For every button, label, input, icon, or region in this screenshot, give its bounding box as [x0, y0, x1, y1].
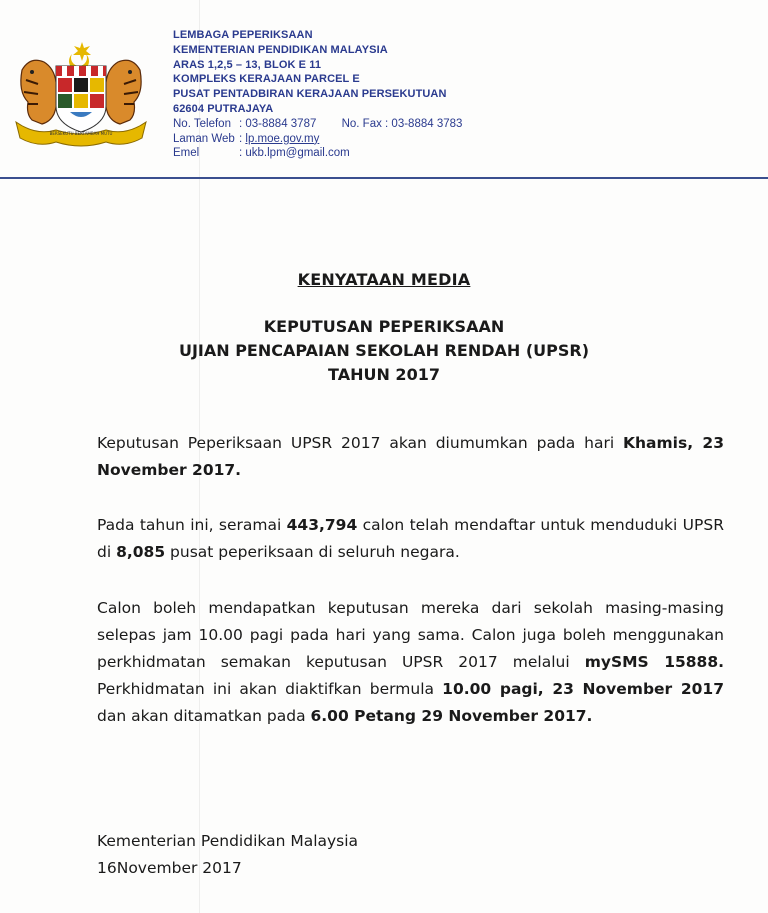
title-line: UJIAN PENCAPAIAN SEKOLAH RENDAH (UPSR) [178, 341, 590, 360]
emphasis-centre-count: 8,085 [116, 543, 166, 561]
emphasis-sms-service: mySMS 15888. [584, 653, 725, 671]
statement-title [0, 315, 768, 387]
emphasis-end-time: 6.00 Petang 29 November 2017. [310, 707, 593, 725]
emphasis-date: Khamis, 23 November 2017. [97, 434, 724, 479]
text: pusat peperiksaan di seluruh negara. [165, 543, 460, 561]
emphasis-candidate-count: 443,794 [286, 516, 358, 534]
letterhead-line: PUSAT PENTADBIRAN KERAJAAN PERSEKUTUAN [173, 88, 447, 101]
text: Pada tahun ini, seramai [97, 516, 287, 534]
phone-value: : 03-8884 3787 [239, 117, 317, 130]
paragraph-results-access [97, 595, 724, 730]
paragraph-candidates [97, 512, 724, 566]
text: Calon boleh mendapatkan keputusan mereka dari sekolah masing-masing selepas jam 10.00 pagi pada hari yang sama. Calon juga boleh menggunakan perkhidmatan semakan keputusan UPSR 2017 melalui [97, 599, 724, 671]
letterhead [173, 28, 462, 161]
contact-phone-fax [173, 117, 462, 132]
paragraph-announcement [97, 430, 724, 484]
contact-email: Emel : ukb.lpm@gmail.com [173, 147, 350, 160]
malaysia-coat-of-arms-icon [12, 40, 150, 148]
signoff-date: 16November 2017 [97, 859, 242, 877]
text: Perkhidmatan ini akan diaktifkan bermula [97, 680, 443, 698]
fax-label: No. Fax [341, 117, 382, 130]
text: calon telah mendaftar untuk menduduki UPSR di [97, 516, 724, 561]
svg-text:BERSEKUTU BERTAMBAH MUTU: BERSEKUTU BERTAMBAH MUTU [49, 131, 113, 136]
letterhead-line: ARAS 1,2,5 – 13, BLOK E 11 [173, 58, 322, 71]
letterhead-line: 62604 PUTRAJAYA [173, 102, 274, 115]
emphasis-start-time: 10.00 pagi, 23 November 2017 [442, 680, 724, 698]
fax-value: : 03-8884 3783 [385, 117, 463, 130]
title-line: TAHUN 2017 [328, 365, 440, 384]
letterhead-line: KEMENTERIAN PENDIDIKAN MALAYSIA [173, 43, 388, 56]
email-value: ukb.lpm@gmail.com [245, 147, 350, 160]
signoff [97, 828, 358, 882]
contact-web: Laman Web : lp.moe.gov.my [173, 132, 320, 145]
web-label: Laman Web [173, 132, 235, 145]
letterhead-line: LEMBAGA PEPERIKSAAN [173, 29, 313, 41]
email-label: Emel [173, 147, 200, 160]
phone-label: No. Telefon [173, 117, 231, 130]
letterhead-line: KOMPLEKS KERAJAAN PARCEL E [173, 73, 360, 86]
title-line: KEPUTUSAN PEPERIKSAAN [263, 317, 505, 336]
media-statement-heading: KENYATAAN MEDIA [297, 270, 471, 289]
letterhead-divider [0, 177, 768, 179]
text: dan akan ditamatkan pada [97, 707, 311, 725]
text: Keputusan Peperiksaan UPSR 2017 akan diumumkan pada hari [97, 434, 623, 452]
website-link[interactable]: lp.moe.gov.my [245, 132, 320, 145]
signoff-org: Kementerian Pendidikan Malaysia [97, 832, 359, 850]
